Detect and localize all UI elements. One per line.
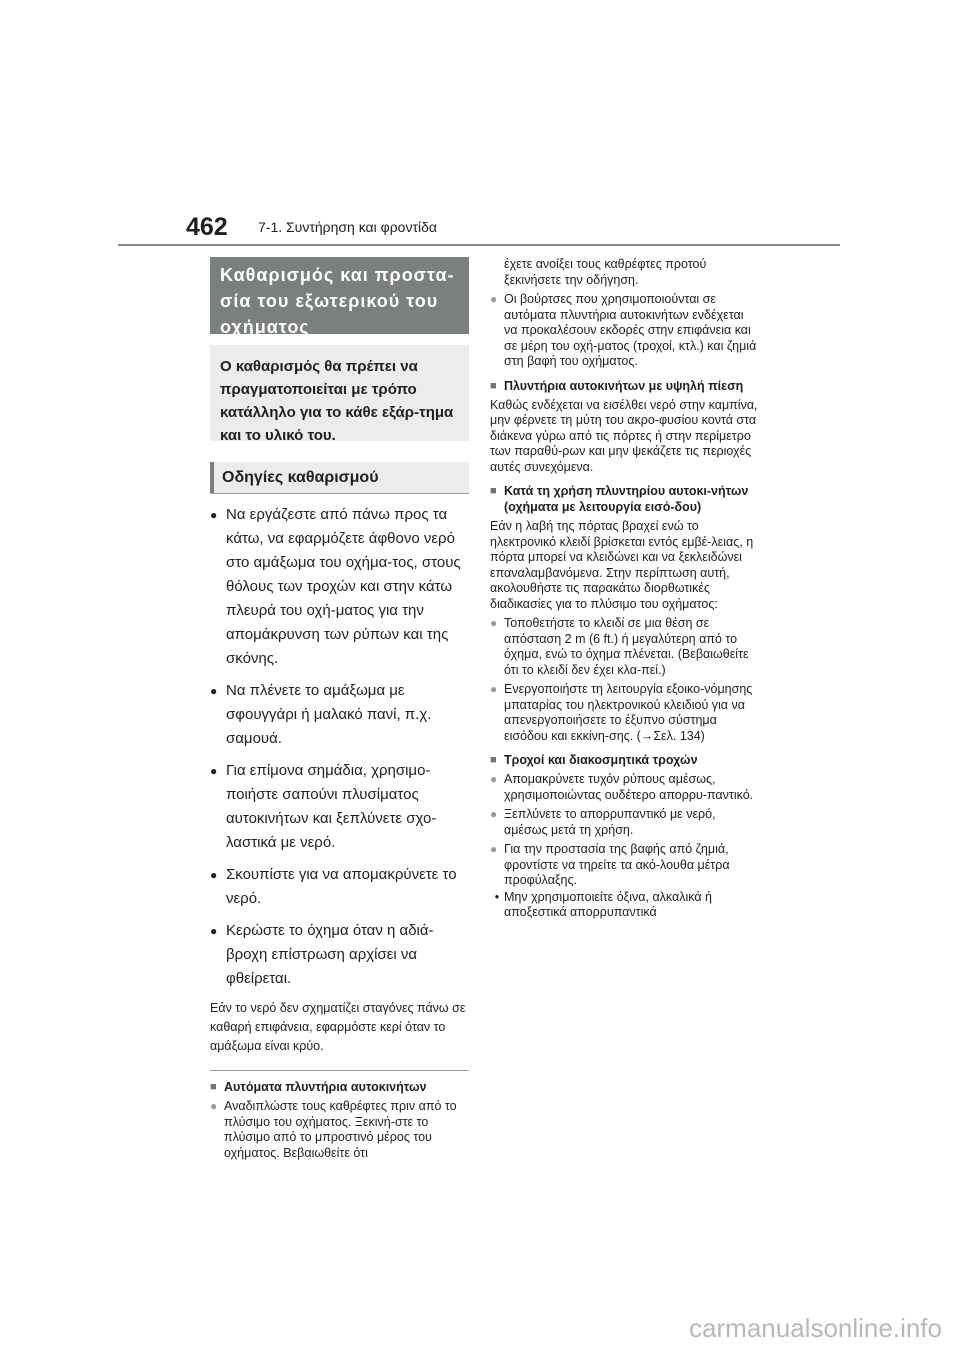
list-item: ● Σκουπίστε για να απομακρύνετε το νερό. [210, 863, 469, 911]
left-column [210, 257, 469, 1161]
wheels-heading: ■ Τροχοί και διακοσμητικά τροχών [490, 753, 698, 767]
list-item: ● Ενεργοποιήστε τη λειτουργία εξοικο-νόμησης μπαταρίας του ηλεκτρονικού κλειδιού για να απενεργοποιήσετε το έξυπνο σύστημα εισόδου και εκκίνη-σης. (→Σελ. 134) [490, 682, 753, 743]
list-item: ● Απομακρύνετε τυχόν ρύπους αμέσως, χρησιμοποιώντας ουδέτερο απορρυ-παντικό. [490, 772, 754, 802]
list-item: ● Κερώστε το όχημα όταν η αδιά-βροχη επίστρωση αρχίσει να φθείρεται. [210, 919, 469, 991]
watermark: carmanualsonline.info [689, 1313, 942, 1343]
list-item: ● Για επίμονα σημάδια, χρησιμο-ποιήστε σαπούνι πλυσίματος αυτοκινήτων και ξεπλύνετε σχο-λαστικά με νερό. [210, 759, 469, 855]
list-item: ● Ξεπλύνετε το απορρυπαντικό με νερό, αμέσως μετά τη χρήση. [490, 807, 716, 837]
list-item: ● Οι βούρτσες που χρησιμοποιούνται σε αυτόματα πλυντήρια αυτοκινήτων ενδέχεται να προκαλέσουν εκδορές στην επιφάνεια και σε μέρη του οχή-ματος (τροχοί, κτλ.) και ζημιά στη βαφή του οχήματος. [490, 292, 757, 368]
dot-icon: ● [490, 807, 498, 821]
bullet-icon: ● [210, 924, 218, 938]
list-item: ● Τοποθετήστε το κλειδί σε μια θέση σε απόσταση 2 m (6 ft.) ή μεγαλύτερη από το όχημα, ενώ το όχημα πλένεται. (Βεβαιωθείτε ότι το κλειδί δεν έχει κλα-πεί.) [490, 616, 749, 677]
smart-entry-heading: ■ Κατά τη χρήση πλυντηρίου αυτοκι-νήτων (οχήματα με λειτουργία εισό-δου) [490, 484, 749, 514]
dot-icon: ● [210, 1099, 218, 1113]
dot-icon: ● [490, 616, 498, 630]
subhead-rule [210, 493, 469, 494]
chapter-title: 7-1. Συντήρηση και φροντίδα [258, 219, 437, 235]
dot-icon: ● [490, 682, 498, 696]
wax-note: Εάν το νερό δεν σχηματίζει σταγόνες πάνω σε καθαρή επιφάνεια, εφαρμόστε κερί όταν το αμάξωμα είναι κρύο. [210, 1001, 466, 1053]
small-bullet-icon: • [494, 889, 500, 904]
header-rule [118, 244, 840, 246]
right-column [490, 257, 758, 921]
list-item: ● Αναδιπλώστε τους καθρέφτες πριν από το πλύσιμο του οχήματος. Ξεκινή-στε το πλύσιμο από το μπροστινό μέρος του οχήματος. Βεβαιωθείτε ότι [210, 1099, 457, 1160]
bullet-icon: ● [210, 868, 218, 882]
list-item: ● Για την προστασία της βαφής από ζημιά, φροντίστε να τηρείτε τα ακό-λουθα μέτρα προφύλαξης. [490, 842, 730, 887]
smart-entry-text: Εάν η λαβή της πόρτας βραχεί ενώ το ηλεκτρονικό κλειδί βρίσκεται εντός εμβέ-λειας, η πόρτα μπορεί να κλειδώνει και να ξεκλειδώνει επαναλαμβανόμενα. Στην περίπτωση αυτή, ακολουθήστε τις παρακάτω διορθωτικές διαδικασίες για το πλύσιμο του οχήματος: [490, 519, 754, 611]
square-icon: ■ [210, 1081, 217, 1093]
list-item: ● Να εργάζεστε από πάνω προς τα κάτω, να εφαρμόζετε άφθονο νερό στο αμάξωμα του οχήμα-τος, στους θόλους των τροχών και στην κάτω πλευρά του οχή-ματος για την απομάκρυνση των ρύπων και της σκόνης. [210, 503, 469, 671]
dot-icon: ● [490, 842, 498, 856]
continued-text: έχετε ανοίξει τους καθρέφτες προτού ξεκινήσετε την οδήγηση. [504, 257, 707, 287]
cleaning-list [210, 503, 469, 991]
intro-box: Ο καθαρισμός θα πρέπει να πραγματοποιείται με τρόπο κατάλληλο για το κάθε εξάρ-τημα και το υλικό του. [210, 345, 469, 441]
section-banner: Καθαρισμός και προστα-σία του εξωτερικού του οχήματος [210, 257, 469, 334]
high-pressure-text: Καθώς ενδέχεται να εισέλθει νερό στην καμπίνα, μην φέρνετε τη μύτη του ακρο-φυσίου κοντά στα διάκενα γύρω από τις πόρτες ή στην περίμετρο των παραθύ-ρων και μην ψεκάζετε τις περιοχές αυτές συνεχόμενα. [490, 397, 758, 474]
bullet-icon: ● [210, 684, 218, 698]
cleaning-instructions-heading: Οδηγίες καθαρισμού [210, 462, 469, 493]
page-number: 462 [186, 213, 228, 241]
dot-icon: ● [490, 292, 498, 306]
square-icon: ■ [490, 485, 497, 497]
list-item: • Μην χρησιμοποιείτε όξινα, αλκαλικά ή αποξεστικά απορρυπαντικά [490, 890, 758, 921]
bullet-icon: ● [210, 508, 218, 522]
list-item: ● Να πλένετε το αμάξωμα με σφουγγάρι ή μαλακό πανί, π.χ. σαμουά. [210, 679, 469, 751]
auto-wash-heading: ■ Αυτόματα πλυντήρια αυτοκινήτων [210, 1080, 427, 1094]
bullet-icon: ● [210, 764, 218, 778]
high-pressure-heading: ■ Πλυντήρια αυτοκινήτων με υψηλή πίεση [490, 378, 744, 393]
divider [210, 1070, 469, 1071]
dot-icon: ● [490, 772, 498, 786]
square-icon: ■ [490, 379, 497, 392]
square-icon: ■ [490, 754, 497, 766]
